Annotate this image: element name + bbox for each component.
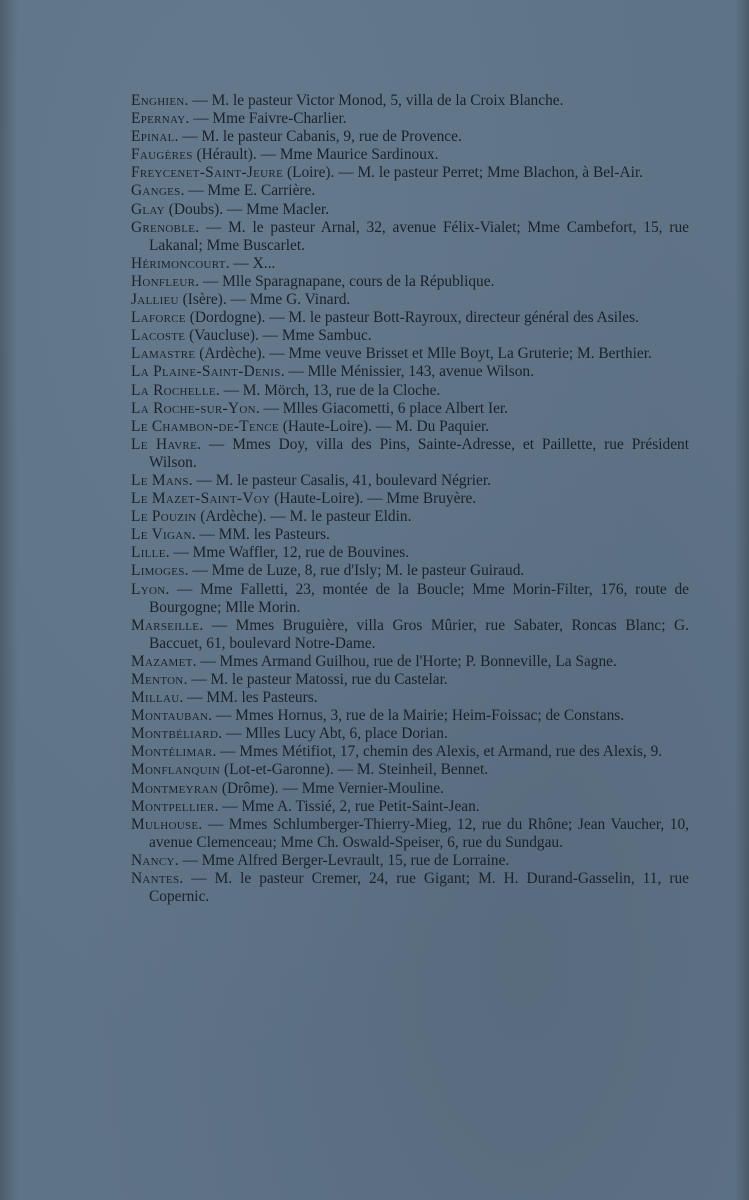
entry-details: . — MM. les Pasteurs. <box>191 526 330 544</box>
address-entry <box>131 255 689 273</box>
entry-city: Jallieu <box>131 291 179 309</box>
entry-details: . — M. Mörch, 13, rue de la Cloche. <box>215 381 441 399</box>
address-entry <box>131 707 689 725</box>
entry-city: Marseille <box>131 616 200 634</box>
entry-details: (Hérault). — Mme Maurice Sardinoux. <box>192 146 439 164</box>
entry-city: Honfleur <box>131 272 196 290</box>
entry-city: Nantes <box>131 870 180 888</box>
address-entry <box>131 345 689 363</box>
address-entry <box>131 382 689 400</box>
address-entry <box>131 418 689 436</box>
address-entry <box>131 291 689 309</box>
entry-city: Glay <box>131 200 165 218</box>
entry-city: Montpellier <box>131 797 215 815</box>
entry-details: . — Mme Falletti, 23, montée de la Boucle; Mme Morin-Filter, 176, route de Bourgogne; Mlle Morin. <box>149 580 689 616</box>
address-entry <box>131 581 689 617</box>
entry-details: . — X... <box>225 254 276 272</box>
address-entry <box>131 671 689 689</box>
entry-details: . — MM. les Pasteurs. <box>179 689 318 707</box>
address-entry <box>131 508 689 526</box>
entry-city: Montbéliard <box>131 725 219 743</box>
entry-details: (Isère). — Mme G. Vinard. <box>178 291 351 309</box>
entry-city: Hérimoncourt <box>131 254 226 272</box>
address-entry <box>131 363 689 381</box>
entry-details: (Haute-Loire). — M. Du Paquier. <box>278 417 490 435</box>
entry-details: . — Mmes Doy, villa des Pins, Sainte-Adresse, et Paillette, rue Président Wilson. <box>149 435 689 471</box>
entry-details: . — Mmes Hornus, 3, rue de la Mairie; Heim-Foissac; de Constans. <box>208 707 625 725</box>
entry-city: Laforce <box>131 309 186 327</box>
entry-details: . — Mme Waffler, 12, rue de Bouvines. <box>165 544 410 562</box>
entry-details: (Vaucluse). — Mme Sambuc. <box>185 327 372 345</box>
entry-details: . — Mme A. Tissié, 2, rue Petit-Saint-Jean. <box>214 797 480 815</box>
address-entry <box>131 816 689 852</box>
entry-details: . — M. le pasteur Cremer, 24, rue Gigant; M. H. Durand-Gasselin, 11, rue Copernic. <box>149 870 689 906</box>
entry-details: (Dordogne). — M. le pasteur Bott-Rayroux, directeur général des Asiles. <box>185 309 639 327</box>
entry-city: Lyon <box>131 580 166 598</box>
entry-city: Le Mazet-Saint-Voy <box>131 490 271 508</box>
address-entry <box>131 544 689 562</box>
address-entry <box>131 146 689 164</box>
entry-city: Lille <box>131 544 166 562</box>
entry-city: La Plaine-Saint-Denis <box>131 363 281 381</box>
entry-details: (Doubs). — Mme Macler. <box>164 200 330 218</box>
entry-details: (Loire). — M. le pasteur Perret; Mme Blachon, à Bel-Air. <box>283 164 643 182</box>
address-entry <box>131 436 689 472</box>
entry-details: . — Mmes Schlumberger-Thierry-Mieg, 12, rue du Rhône; Jean Vaucher, 10, avenue Clemenceau; Mme Ch. Oswald-Speiser, 6, rue du Sundgau. <box>149 815 689 851</box>
entry-city: Faugères <box>131 146 193 164</box>
entry-city: Enghien <box>131 92 185 109</box>
address-entry <box>131 743 689 761</box>
entry-city: Grenoble <box>131 218 196 236</box>
address-entry <box>131 725 689 743</box>
address-entry <box>131 526 689 544</box>
address-entry <box>131 761 689 779</box>
address-entry <box>131 182 689 200</box>
entry-city: Epinal <box>131 128 175 146</box>
address-entry <box>131 110 689 128</box>
address-entry <box>131 617 689 653</box>
address-entry <box>131 780 689 798</box>
entry-city: Monflanquin <box>131 761 221 779</box>
entry-city: Millau <box>131 689 180 707</box>
entry-details: . — Mlles Giacometti, 6 place Albert Ier. <box>255 399 509 417</box>
entry-details: (Haute-Loire). — Mme Bruyère. <box>270 490 477 508</box>
entry-city: Le Pouzin <box>131 508 197 526</box>
entry-city: Limoges <box>131 562 185 580</box>
entry-city: Freycenet-Saint-Jeure <box>131 164 284 182</box>
entry-details: (Ardèche). — M. le pasteur Eldin. <box>196 508 412 526</box>
entry-details: . — M. le pasteur Arnal, 32, avenue Félix-Vialet; Mme Cambefort, 15, rue Lakanal; Mme Buscarlet. <box>149 218 689 254</box>
entry-details: (Lot-et-Garonne). — M. Steinheil, Bennet. <box>220 761 489 779</box>
address-entry <box>131 472 689 490</box>
address-entry <box>131 400 689 418</box>
entry-details: . — M. le pasteur Cabanis, 9, rue de Provence. <box>174 128 462 146</box>
entry-city: Ganges <box>131 182 181 200</box>
address-entry <box>131 92 689 110</box>
address-entry <box>131 219 689 255</box>
address-entry <box>131 128 689 146</box>
entry-city: Le Havre <box>131 435 198 453</box>
entry-details: . — Mlles Lucy Abt, 6, place Dorian. <box>218 725 448 743</box>
entry-details: . — M. le pasteur Victor Monod, 5, villa de la Croix Blanche. <box>184 92 564 109</box>
entry-details: (Ardèche). — Mme veuve Brisset et Mlle Boyt, La Gruterie; M. Berthier. <box>195 345 652 363</box>
entry-details: . — Mmes Métifiot, 17, chemin des Alexis, et Armand, rue des Alexis, 9. <box>212 743 663 761</box>
address-entry <box>131 201 689 219</box>
entry-city: Le Vigan <box>131 526 192 544</box>
entry-city: Le Mans <box>131 471 189 489</box>
address-entry <box>131 689 689 707</box>
entry-details: . — Mme Faivre-Charlier. <box>185 110 347 128</box>
address-entry <box>131 164 689 182</box>
entry-details: . — Mme Alfred Berger-Levrault, 15, rue de Lorraine. <box>174 851 510 869</box>
address-entry <box>131 309 689 327</box>
address-list <box>131 92 689 906</box>
address-entry <box>131 653 689 671</box>
entry-details: . — Mlle Sparagnapane, cours de la République. <box>195 272 495 290</box>
entry-details: . — Mlle Ménissier, 143, avenue Wilson. <box>280 363 534 381</box>
address-entry <box>131 327 689 345</box>
entry-city: Epernay <box>131 110 186 128</box>
address-entry <box>131 562 689 580</box>
address-entry <box>131 490 689 508</box>
address-entry <box>131 870 689 906</box>
address-entry <box>131 852 689 870</box>
entry-details: . — Mme E. Carrière. <box>180 182 316 200</box>
address-entry <box>131 798 689 816</box>
entry-details: . — M. le pasteur Matossi, rue du Castelar. <box>183 671 448 688</box>
entry-city: Le Chambon-de-Tence <box>131 417 279 435</box>
entry-city: Lamastre <box>131 345 196 363</box>
entry-city: La Rochelle <box>131 381 216 399</box>
entry-city: Mulhouse <box>131 815 199 833</box>
entry-city: Montmeyran <box>131 779 218 797</box>
entry-city: Montélimar <box>131 743 213 761</box>
entry-city: Montauban <box>131 707 209 725</box>
address-entry <box>131 273 689 291</box>
entry-details: . — Mme de Luze, 8, rue d'Isly; M. le pasteur Guiraud. <box>184 562 525 580</box>
entry-city: La Roche-sur-Yon <box>131 399 256 417</box>
page-edge-shadow-right <box>735 0 749 1200</box>
page-edge-shadow-left <box>0 0 18 1200</box>
entry-city: Menton <box>131 671 184 688</box>
entry-details: . — Mmes Armand Guilhou, rue de l'Horte; P. Bonneville, La Sagne. <box>192 652 617 670</box>
entry-details: . — M. le pasteur Casalis, 41, boulevard Négrier. <box>188 471 491 489</box>
entry-details: . — Mmes Bruguière, villa Gros Mûrier, rue Sabater, Roncas Blanc; G. Baccuet, 61, boulevard Notre-Dame. <box>149 616 689 652</box>
entry-details: (Drôme). — Mme Vernier-Mouline. <box>217 779 444 797</box>
entry-city: Lacoste <box>131 327 186 345</box>
entry-city: Nancy <box>131 851 175 869</box>
entry-city: Mazamet <box>131 652 193 670</box>
